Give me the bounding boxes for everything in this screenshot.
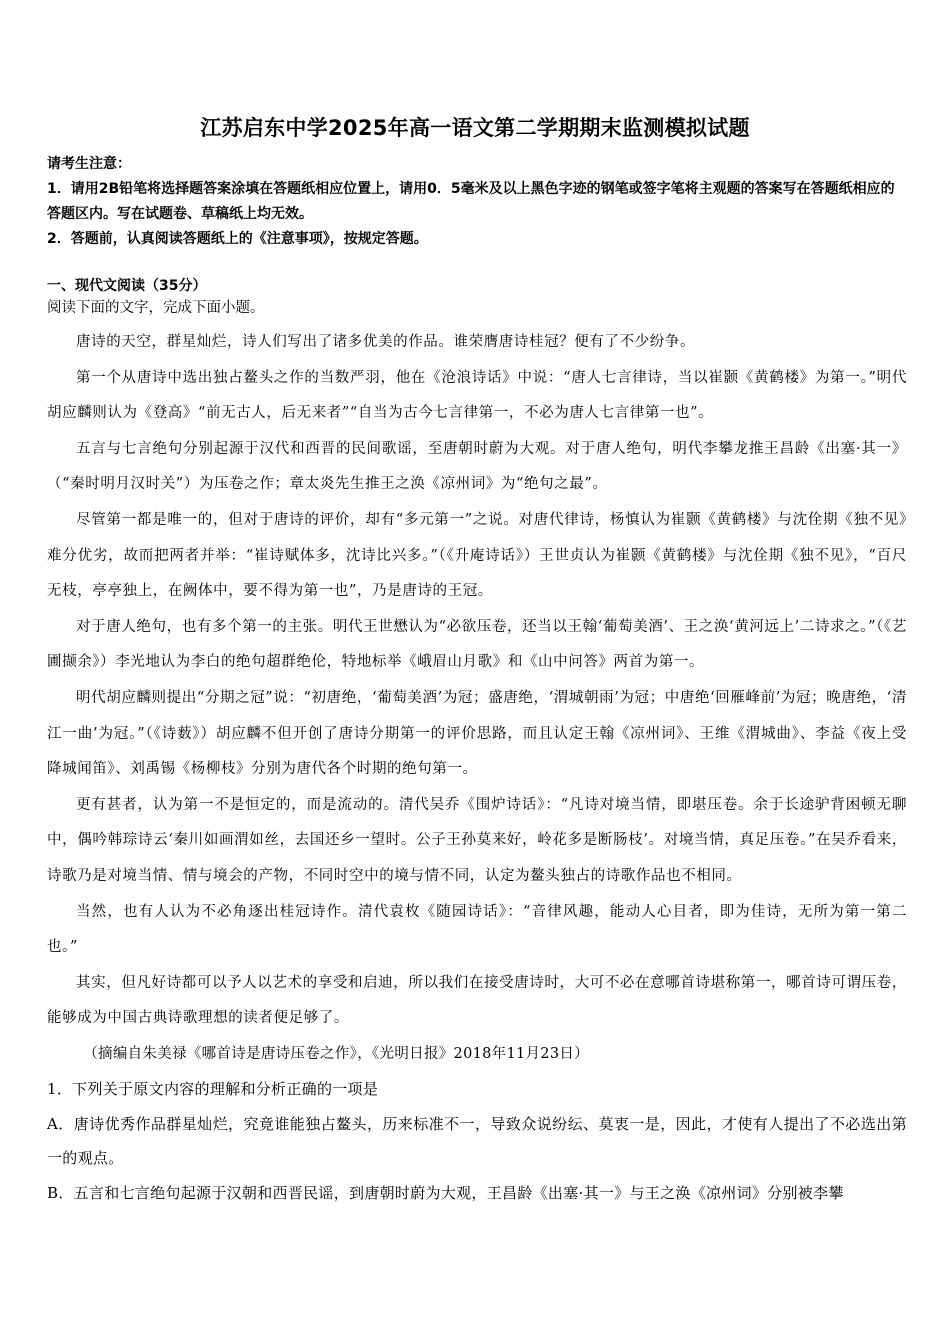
notice-block <box>47 152 907 252</box>
article-paragraph: 对于唐人绝句，也有多个第一的主张。明代王世懋认为“必欲压卷，还当以王翰‘葡萄美酒’、王之涣‘黄河远上’二诗求之。”（《艺圃撷余》）李光地认为李白的绝句超群绝伦，特地标举《峨眉山月歌》和《山中问答》两首为第一。 <box>47 618 907 671</box>
option-a: A．唐诗优秀作品群星灿烂，究竟谁能独占鳌头，历来标准不一，导致众说纷纭、莫衷一是，因此，才使有人提出了不必选出第一的观点。 <box>47 1114 907 1168</box>
reading-instruction: 阅读下面的文字，完成下面小题。 <box>47 300 265 316</box>
article-paragraph: 更有甚者，认为第一不是恒定的，而是流动的。清代吴乔《围炉诗话》：“凡诗对境当情，即堪压卷。余于长途驴背困顿无聊中，偶吟韩琮诗云‘秦川如画渭如丝，去国还乡一望时。公子王孙莫来好，岭花多是断肠枝’。对境当情，真足压卷。”在吴乔看来，诗歌乃是对境当情、情与境会的产物，不同时空中的境与情不同，认定为鳌头独占的诗歌作品也不相同。 <box>47 796 907 884</box>
option-b: B．五言和七言绝句起源于汉朝和西晋民谣，到唐朝时蔚为大观，王昌龄《出塞·其一》与王之涣《凉州词》分别被李攀 <box>47 1183 844 1202</box>
article-paragraph: 明代胡应麟则提出“分期之冠”说：“初唐绝，‘葡萄美酒’为冠；盛唐绝，‘渭城朝雨’为冠；中唐绝‘回雁峰前’为冠；晚唐绝，‘清江一曲’为冠。”（《诗薮》）胡应麟不但开创了唐诗分期第一的评价思路，而且认定王翰《凉州词》、王维《渭城曲》、李益《夜上受降城闻笛》、刘禹锡《杨柳枝》分别为唐代各个时期的绝句第一。 <box>47 689 907 778</box>
article-paragraph: 尽管第一都是唯一的，但对于唐诗的评价，却有“多元第一”之说。对唐代律诗，杨慎认为崔颢《黄鹤楼》与沈佺期《独不见》难分优劣，故而把两者并举：“崔诗赋体多，沈诗比兴多。”（《升庵诗话》）王世贞认为崔颢《黄鹤楼》与沈佺期《独不见》，“百尺无枝，亭亭独上，在阙体中，要不得为第一也”，乃是唐诗的王冠。 <box>47 511 907 600</box>
article-paragraph: 唐诗的天空，群星灿烂，诗人们写出了诸多优美的作品。谁荣膺唐诗桂冠？便有了不少纷争。 <box>76 334 696 350</box>
notice-item-1: 1．请用2B铅笔将选择题答案涂填在答题纸相应位置上，请用0．5毫米及以上黑色字迹的钢笔或签字笔将主观题的答案写在答题纸相应的答题区内。写在试题卷、草稿纸上均无效。 <box>47 181 895 222</box>
notice-item-2: 2．答题前，认真阅读答题纸上的《注意事项》，按规定答题。 <box>47 231 428 247</box>
reading-article <box>47 325 907 1072</box>
question-1 <box>47 1072 907 1210</box>
notice-heading: 请考生注意： <box>47 156 131 172</box>
section-modern-reading <box>47 275 907 1210</box>
section-heading: 一、现代文阅读（35分） <box>47 278 207 294</box>
question-stem: 1．下列关于原文内容的理解和分析正确的一项是 <box>47 1080 379 1099</box>
article-paragraph: 第一个从唐诗中选出独占鳌头之作的当数严羽，他在《沧浪诗话》中说：“唐人七言律诗，当以崔颢《黄鹤楼》为第一。”明代胡应麟则认为《登高》“前无古人，后无来者”“自当为古今七言律第一，不必为唐人七言律第一也”。 <box>47 369 907 422</box>
article-paragraph: 其实，但凡好诗都可以予人以艺术的享受和启迪，所以我们在接受唐诗时，大可不必在意哪首诗堪称第一，哪首诗可谓压卷，能够成为中国古典诗歌理想的读者便足够了。 <box>47 974 907 1027</box>
page-title: 江苏启东中学2025年高一语文第二学期期末监测模拟试题 <box>200 116 750 140</box>
article-paragraph: 当然，也有人认为不必角逐出桂冠诗作。清代袁枚《随园诗话》：“音律风趣，能动人心目者，即为佳诗，无所为第一第二也。” <box>47 903 907 956</box>
article-paragraph: 五言与七言绝句分别起源于汉代和西晋的民间歌谣，至唐朝时蔚为大观。对于唐人绝句，明代李攀龙推王昌龄《出塞·其一》（“秦时明月汉时关”）为压卷之作；章太炎先生推王之涣《凉州词》为“绝句之最”。 <box>47 440 907 493</box>
article-source: （摘编自朱美禄《哪首诗是唐诗压卷之作》，《光明日报》2018年11月23日） <box>83 1045 589 1062</box>
